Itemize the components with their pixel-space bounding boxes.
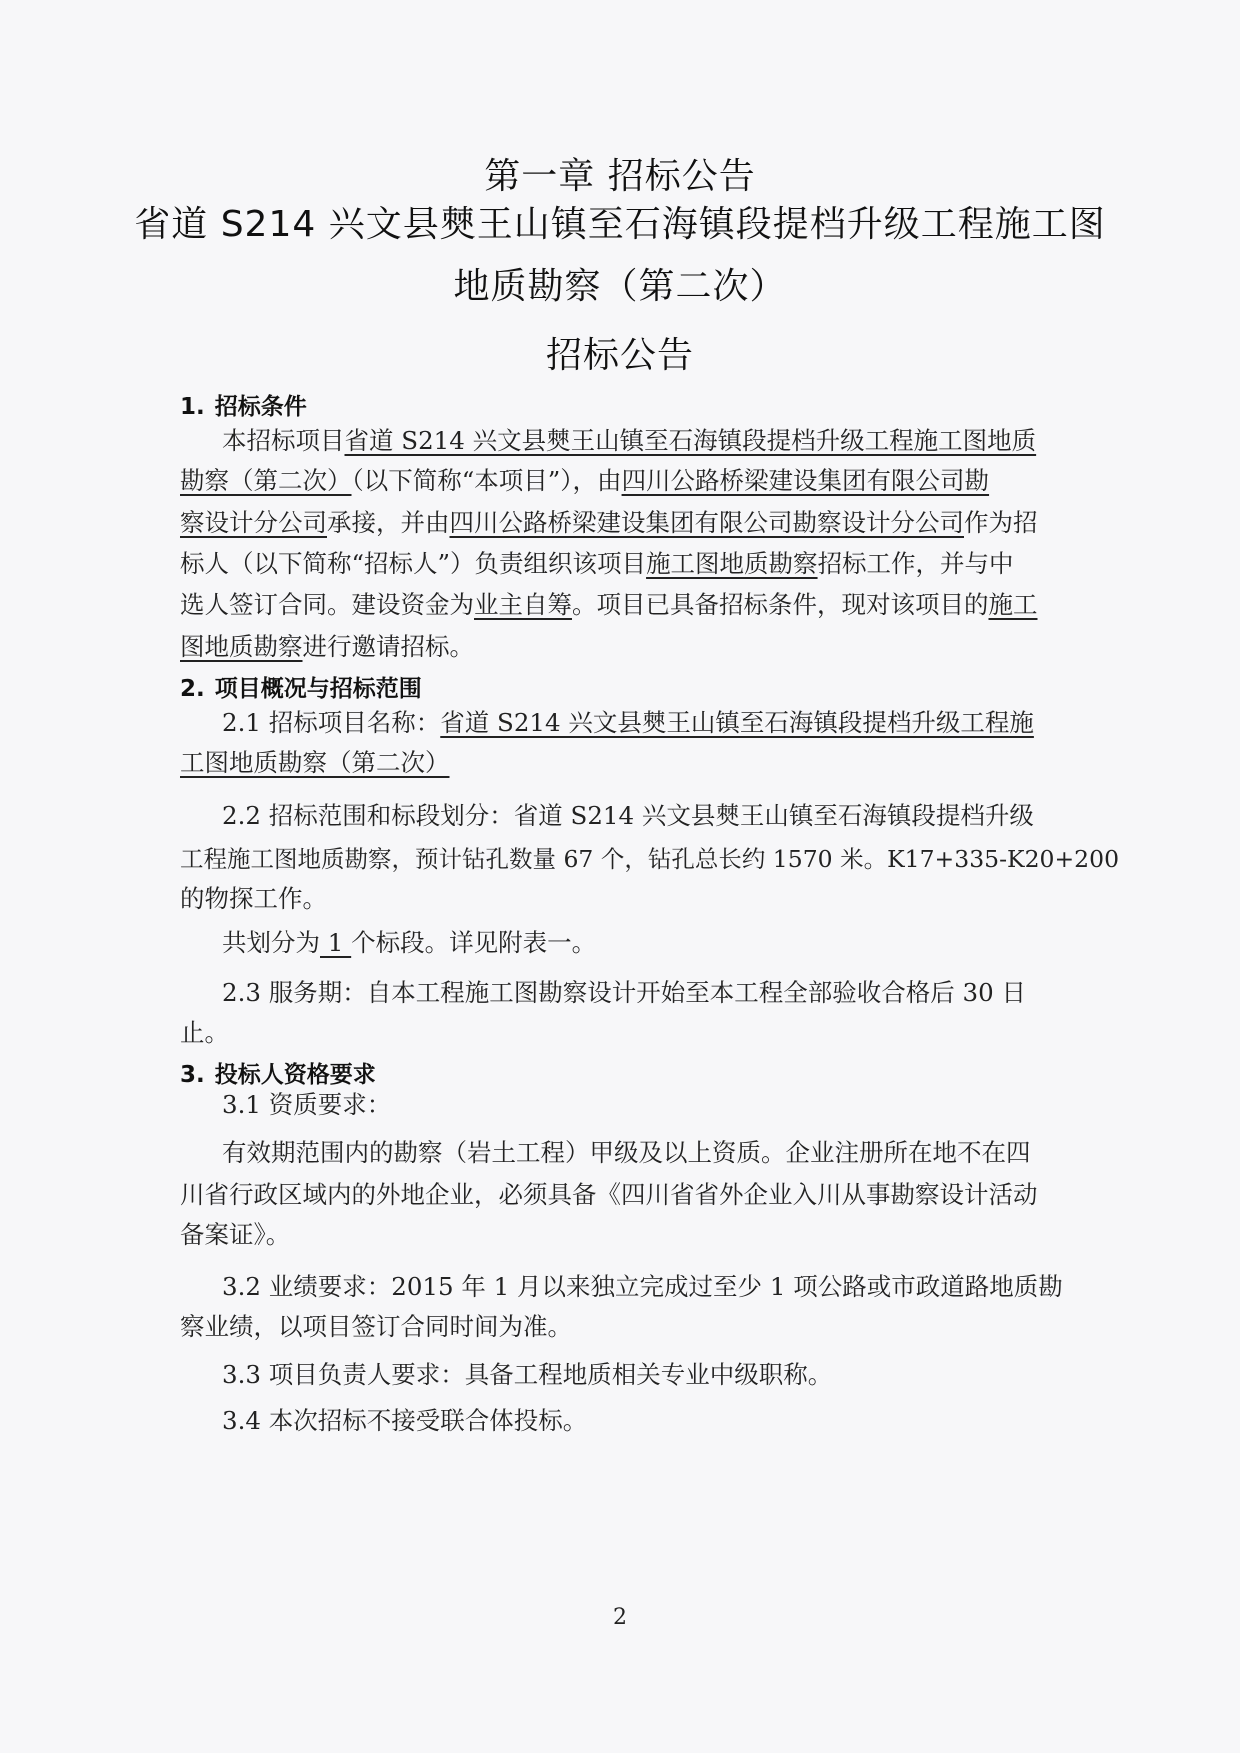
text: 作为招 — [964, 508, 1038, 537]
section-title: 投标人资格要求 — [214, 1062, 376, 1088]
paragraph-line — [180, 628, 1040, 663]
scope-underlined: 图地质勘察 — [180, 632, 303, 661]
paragraph-line — [180, 744, 1040, 779]
funding-underlined: 业主自筹 — [474, 590, 572, 619]
notice-heading: 招标公告 — [545, 335, 694, 376]
agency-underlined: 四川公路桥梁建设集团有限公司勘 — [621, 466, 990, 495]
paragraph-line: 2.3 服务期：自本工程施工图勘察设计开始至本工程全部验收合格后 30 日 — [222, 978, 1026, 1007]
section-title: 项目概况与招标范围 — [214, 676, 422, 702]
text: 标人（以下简称“招标人”）负责组织该项目 — [180, 549, 647, 578]
paragraph-line: 工程施工图地质勘察，预计钻孔数量 67 个，钻孔总长约 1570 米。K17+335-K20+200 — [180, 845, 1120, 873]
scope-underlined: 施工图地质勘察 — [646, 549, 818, 578]
paragraph-line — [180, 504, 1040, 539]
paragraph-line: 的物探工作。 — [180, 884, 327, 913]
paragraph-line — [180, 545, 1040, 580]
paragraph-line — [222, 924, 1040, 959]
project-title-line-2: 地质勘察（第二次） — [453, 266, 787, 307]
project-name-underlined: 省道 S214 兴文县僰王山镇至石海镇段提档升级工程施 — [440, 708, 1034, 737]
text: 进行邀请招标。 — [302, 632, 474, 661]
text: 个标段。详见附表一。 — [351, 928, 597, 957]
paragraph-line: 察业绩，以项目签订合同时间为准。 — [180, 1312, 572, 1341]
text: 本招标项目 — [222, 426, 345, 455]
scope-underlined: 施工 — [988, 590, 1038, 619]
paragraph-line: 止。 — [180, 1018, 229, 1047]
tenderer-underlined: 四川公路桥梁建设集团有限公司勘察设计分公司 — [449, 508, 964, 537]
section-title: 招标条件 — [214, 394, 307, 420]
section-number: 1. — [180, 394, 205, 420]
section-2-heading — [180, 670, 422, 703]
paragraph-line: 川省行政区域内的外地企业，必须具备《四川省省外企业入川从事勘察设计活动 — [180, 1180, 1038, 1209]
text: 。项目已具备招标条件，现对该项目的 — [572, 590, 989, 619]
text: 选人签订合同。建设资金为 — [180, 590, 474, 619]
project-title-line-1: 省道 S214 兴文县僰王山镇至石海镇段提档升级工程施工图 — [134, 204, 1106, 245]
text: 2.1 招标项目名称： — [222, 708, 441, 737]
paragraph-line — [222, 704, 1040, 739]
paragraph-line: 2.2 招标范围和标段划分：省道 S214 兴文县僰王山镇至石海镇段提档升级 — [222, 801, 1034, 830]
page-number: 2 — [613, 1605, 627, 1630]
text: 共划分为 — [222, 928, 320, 957]
section-1-heading — [180, 388, 307, 421]
agency-underlined: 察设计分公司 — [180, 508, 327, 537]
section-number: 3. — [180, 1062, 205, 1088]
paragraph-line: 备案证》。 — [180, 1220, 291, 1249]
text: 承接，并由 — [327, 508, 450, 537]
text: 招标工作，并与中 — [817, 549, 1014, 578]
paragraph-line — [180, 586, 1040, 621]
paragraph-line — [222, 422, 1040, 457]
text: （以下简称“本项目”），由 — [351, 466, 622, 495]
paragraph-line: 有效期范围内的勘察（岩土工程）甲级及以上资质。企业注册所在地不在四 — [222, 1138, 1031, 1167]
project-name-underlined: 勘察（第二次） — [180, 466, 352, 495]
section-number: 2. — [180, 676, 205, 702]
project-name-underlined: 省道 S214 兴文县僰王山镇至石海镇段提档升级工程施工图地质 — [344, 426, 1037, 455]
project-name-underlined: 工图地质勘察（第二次） — [180, 748, 450, 777]
paragraph-line: 3.2 业绩要求：2015 年 1 月以来独立完成过至少 1 项公路或市政道路地质勘 — [222, 1272, 1063, 1301]
section-3-heading — [180, 1056, 376, 1089]
paragraph-line — [180, 462, 1040, 497]
paragraph-line: 3.1 资质要求： — [222, 1090, 392, 1119]
paragraph-line: 3.4 本次招标不接受联合体投标。 — [222, 1406, 588, 1435]
lot-count-underlined: 1 — [320, 928, 352, 957]
chapter-heading: 第一章 招标公告 — [484, 156, 756, 197]
paragraph-line: 3.3 项目负责人要求：具备工程地质相关专业中级职称。 — [222, 1360, 833, 1389]
